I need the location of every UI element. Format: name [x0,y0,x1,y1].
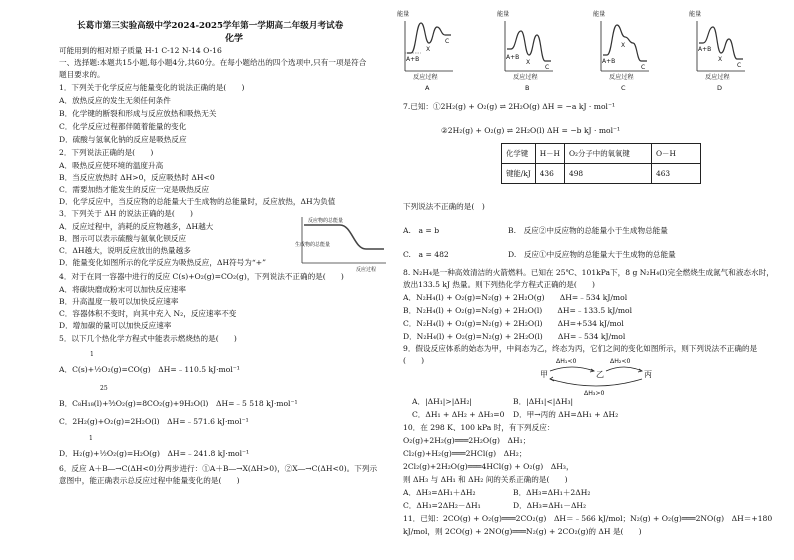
q10-reaction-3: 2Cl₂(g)+2H₂O(g)═══4HCl(g) + O₂(g) ΔH₃， [403,462,574,471]
exam-title: 长葛市第三实验高级中学2024-2025学年第一学期高二年级月考试卷 [77,21,344,31]
diagram-c-y-label: 能量 [593,11,606,18]
section1-intro-line1: 一、选择题:本题共15小题,每小题4分,共60分。在每小题给出的四个选项中,只有一项是符合 [59,58,367,67]
q10-stem: 10．在 298 K、100 kPa 时，有下列反应： [403,423,555,432]
q7-equation-2: ②2H₂(g) + O₂(g) ⇌ 2H₂O(l) ΔH = −b kJ · mol⁻¹ [441,126,621,135]
q3-option-c: C．ΔH越大，说明反应放出的热量越多 [59,246,191,255]
diagram-b-option: B [525,84,530,92]
diagram-c-reactants: A+B [602,58,616,65]
q9-state-diagram [536,355,666,397]
q3-x-axis-label: 反应过程 [356,267,377,273]
q8-option-a: A．N₂H₄(l) + O₂(g)=N₂(g) + 2H₂O(g) ΔH=﹣534 kJ/mol [403,293,628,302]
q2-option-b: B．当反应放热时 ΔH>0，反应吸热时 ΔH<0 [59,173,215,182]
q9-dh1-label: ΔH₁<0 [556,358,577,365]
q5-stem: 5．以下几个热化学方程式中能表示燃烧热的是( ) [59,334,237,343]
q1-option-d: D．硫酸与氢氧化钠的反应是吸热反应 [59,135,187,144]
q5-option-d: D．H₂(g)+½O₂(g)=H₂O(g) ΔH=﹣241.8 kJ·mol⁻¹ [59,449,250,458]
q10-option-b: B．ΔH₃=ΔH₁＋2ΔH₂ [513,488,591,497]
q5-option-c: C．2H₂(g)+O₂(g)=2H₂O(l) ΔH=﹣571.6 kJ·mol⁻¹ [59,417,249,426]
energy-diagram-c [593,10,649,92]
q9-option-a: A．|ΔH₁|>|ΔH₂| [412,397,472,406]
diagram-d-x-label: 反应过程 [705,74,730,81]
q7-option-a: A. a = b [403,226,440,235]
q4-option-d: D．增加碳的量可以加快反应速率 [59,321,172,330]
diagram-c-c: C [641,64,646,71]
diagram-b-x: X [526,59,531,66]
q9-option-d: D．甲→丙的 ΔH=ΔH₁ + ΔH₂ [513,410,619,419]
q3-option-b: B．图示可以表示硫酸与氨氧化钡反应 [59,234,187,243]
q10-question: 则 ΔH₃ 与 ΔH₁ 和 ΔH₂ 间的关系正确的是( ) [403,475,568,484]
diagram-a-x: X [426,46,431,53]
q1-option-a: A．放热反应的发生无须任何条件 [59,96,171,105]
q4-stem: 4．对于在同一容器中进行的反应 C(s)+O₂(g)=CO₂(g)，下列说法不正确的是( ) [59,272,344,281]
q1-option-b: B．化学键的断裂和形成与反应放热和吸热无关 [59,109,217,118]
q9-state-start: 甲 [540,370,548,379]
diagram-a-c: C [445,38,450,45]
table-header-cell: 化学键 [502,144,536,164]
q1-option-c: C．化学反应过程都伴随着能量的变化 [59,122,187,131]
energy-diagram-a [397,10,453,92]
diagram-a-x-label: 反应过程 [413,74,438,81]
table-header-cell: H－H [535,144,564,164]
table-row [502,144,701,164]
q5-d-fraction: 1 [89,435,93,442]
q5-b-fraction: 25 [100,385,108,392]
q5-a-fraction: 1 [90,351,94,358]
section1-intro-line2: 题目要求的。 [59,70,105,79]
q9-stem-line1: 9．假设反应体系的始态为甲，中间态为乙，终态为丙，它们之间的变化如图所示，则下列说法不正确的是 [403,344,758,353]
table-row-label: 键能/kJ [502,164,536,184]
diagram-b-reactants: A+B [506,54,520,61]
q7-option-c: C. a = 482 [403,250,449,259]
q2-option-a: A．吸热反应使环境的温度升高 [59,161,164,170]
q4-option-a: A．将碳块磨成粉末可以加快反应速率 [59,285,186,294]
q3-reactant-label: 反应物的总能量 [308,218,344,224]
q10-reaction-2: Cl₂(g)+H₂(g)═══2HCl(g) ΔH₂； [403,449,527,458]
table-header-cell: O－H [652,144,701,164]
atomic-masses: 可能用到的相对原子质量 H-1 C-12 N-14 O-16 [59,46,222,55]
diagram-b-y-label: 能量 [497,11,510,18]
q5-option-b: B．C₈H₁₈(l)+⁵⁄₂O₂(g)=8CO₂(g)+9H₂O(l) ΔH=﹣5 518 kJ·mol⁻¹ [59,399,298,408]
q8-option-d: D．N₂H₄(l) + O₂(g)=N₂(g) + 2H₂O(l) ΔH=﹣534 kJ/mol [403,332,626,341]
q8-stem-line1: 8. N₂H₄是一种高效清洁的火箭燃料。已知在 25℃、101kPa下，8 g N₂H₄(l)完全燃烧生成氮气和液态水时， [403,268,774,277]
q3-option-a: A．反应过程中，消耗的反应物越多，ΔH越大 [59,222,214,231]
q7-equation-1: 7.已知：①2H₂(g) + O₂(g) ⇌ 2H₂O(g) ΔH = −a kJ · mol⁻¹ [403,102,616,111]
diagram-c-x-label: 反应过程 [609,74,634,81]
q9-option-c: C．ΔH₁ + ΔH₂ + ΔH₃=0 [412,410,505,419]
q2-stem: 2．下列说法正确的是( ) [59,148,154,157]
q7-stem: 下列说法不正确的是( ) [403,202,485,211]
table-cell: 436 [535,164,564,184]
diagram-d-reactants: A+B [698,46,712,53]
diagram-a-option: A [425,84,430,92]
q7-option-b: B. 反应②中反应物的总能量小于生成物总能量 [508,226,668,235]
q9-stem-line2: ( ) [403,356,425,365]
diagram-b-x-label: 反应过程 [513,74,538,81]
q9-dh2-label: ΔH₂<0 [610,358,631,365]
energy-diagram-d [689,10,745,92]
q2-option-c: C．需要加热才能发生的反应一定是吸热反应 [59,185,210,194]
diagram-a-reactants: A+B [406,56,420,63]
table-header-cell: O₂分子中的氧氧键 [565,144,652,164]
q7-bond-energy-table [501,143,701,184]
q1-stem: 1．下列关于化学反应与能量变化的说法正确的是( ) [59,83,245,92]
diagram-d-option: D [717,84,723,92]
q3-option-d: D．能量变化如图所示的化学反应为吸热反应，ΔH符号为“+” [59,258,266,267]
q4-option-b: B．升高温度一般可以加快反应速率 [59,297,179,306]
table-row [502,164,701,184]
diagram-d-y-label: 能量 [689,11,702,18]
diagram-b-c: C [545,64,550,71]
diagram-d-x: X [718,56,723,63]
q2-option-d: D．化学反应中，当反应物的总能量大于生成物的总能量时，反应放热，ΔH为负值 [59,197,336,206]
subject-heading: 化学 [225,34,244,44]
q8-stem-line2: 放出133.5 kJ 热量。则下列热化学方程式正确的是( ) [403,280,596,289]
q3-product-label: 生成物的总能量 [295,242,331,248]
q11-stem-line2: kJ/mol，则 2CO(g) + 2NO(g)═══N₂(g) + 2CO₂(g)的 ΔH 是( ) [403,527,642,536]
q9-state-middle: 乙 [596,370,604,379]
q5-option-a: A．C(s)+½O₂(g)=CO(g) ΔH=﹣110.5 kJ·mol⁻¹ [59,365,240,374]
q8-option-b: B．N₂H₄(l) + O₂(g)=N₂(g) + 2H₂O(l) ΔH=﹣133.5 kJ/mol [403,306,633,315]
diagram-c-option: C [621,84,626,92]
q10-reaction-1: O₂(g)+2H₂(g)═══2H₂O(g) ΔH₁； [403,436,531,445]
q9-dh3-label: ΔH₃>0 [584,390,605,397]
table-cell: 463 [652,164,701,184]
energy-diagram-b [497,10,553,92]
q6-energy-diagrams [395,3,755,93]
q10-option-d: D．ΔH₃=ΔH₁－ΔH₂ [513,501,587,510]
q11-stem-line1: 11．已知：2CO(g) + O₂(g)═══2CO₂(g) ΔH＝﹣566 kJ/mol；N₂(g) + O₂(g)═══2NO(g) ΔH＝+180 [403,514,773,523]
q9-state-end: 丙 [644,370,652,379]
q9-option-b: B．|ΔH₁|<|ΔH₃| [513,397,574,406]
diagram-d-c: C [737,62,742,69]
q7-option-d: D. 反应①中反应物的总能量大于生成物的总能量 [508,250,676,259]
diagram-c-x: X [621,42,626,49]
q10-option-c: C．ΔH₃=2ΔH₂－ΔH₁ [403,501,481,510]
q3-stem: 3．下列关于 ΔH 的说法正确的是( ) [59,209,194,218]
q4-option-c: C．容器体积不变时，向其中充入 N₂，反应速率不变 [59,309,237,318]
q8-option-c: C．N₂H₄(l) + O₂(g)=N₂(g) + 2H₂O(l) ΔH=+534 kJ/mol [403,319,624,328]
diagram-a-y-label: 能量 [397,11,410,18]
q6-stem-line1: 6．反应 A＋B―→C(ΔH<0)分两步进行：①A＋B―→X(ΔH>0)，②X―→C(ΔH<0)。下列示 [59,464,378,473]
q10-option-a: A．ΔH₃=ΔH₁＋ΔH₂ [403,488,476,497]
q3-energy-graph [294,213,390,273]
q6-stem-line2: 意图中，能正确表示总反应过程中能量变化的是( ) [59,476,240,485]
table-cell: 498 [565,164,652,184]
